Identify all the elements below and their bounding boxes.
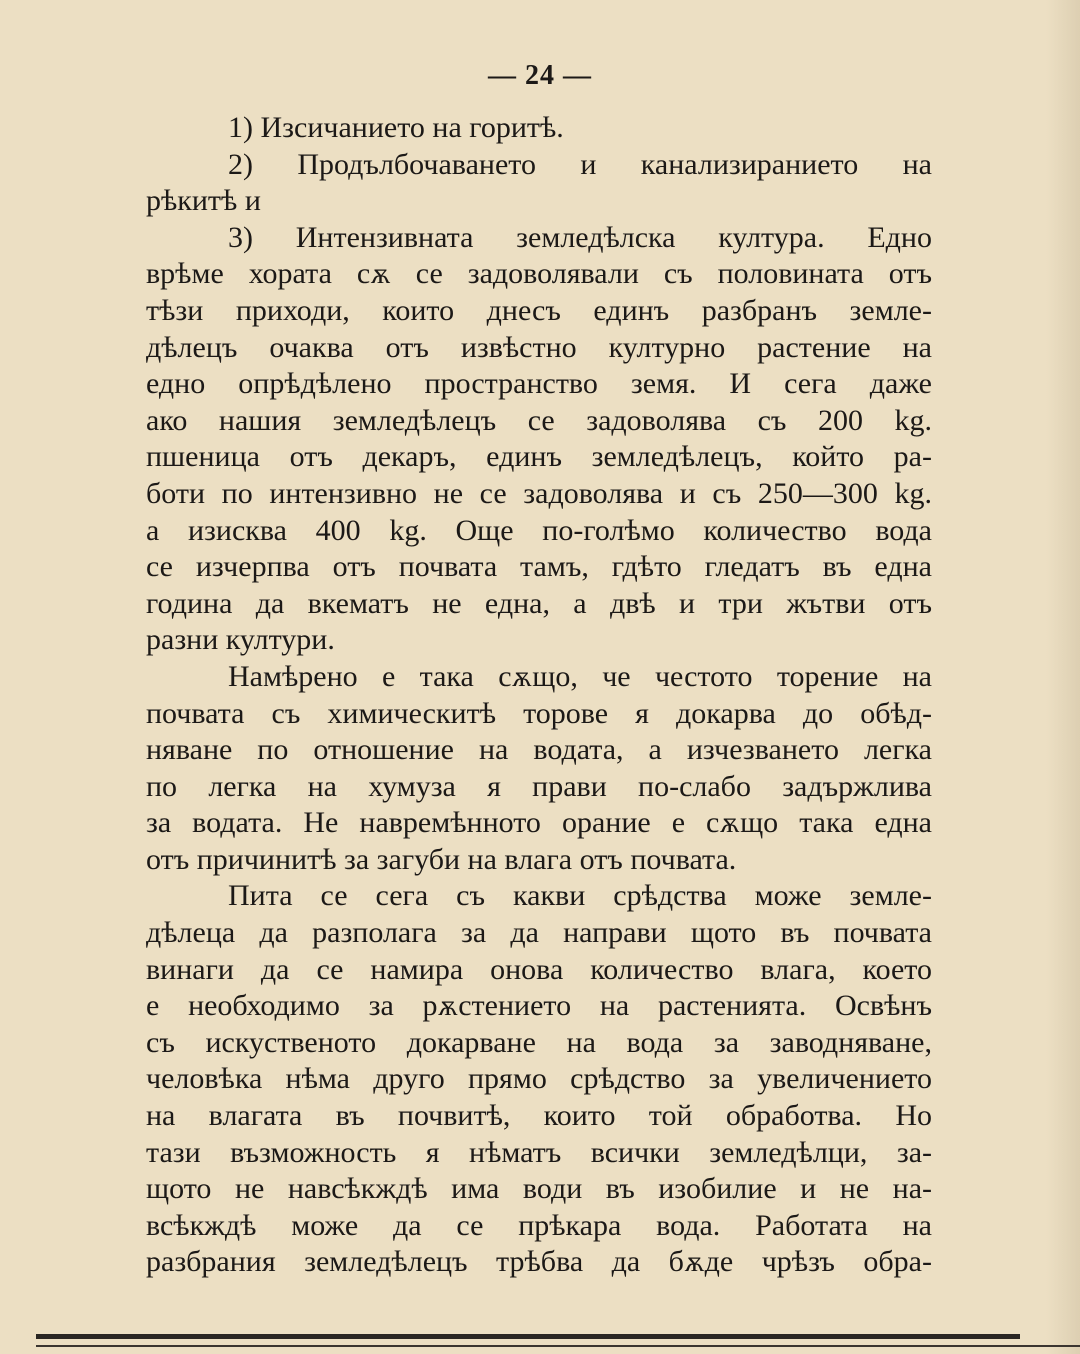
text-line: Намѣрено е така сѫщо, че честото торение на <box>228 659 932 693</box>
text-line: разни култури. <box>146 623 335 657</box>
text-line: Пита се сега съ какви срѣдства може земле- <box>228 879 932 913</box>
text-line: 3) Интензивната земледѣлска култура. Едно <box>228 220 932 254</box>
text-line: 2) Продълбочаването и канализиранието на <box>228 147 932 181</box>
text-line: всѣкждѣ може да се прѣкара вода. Работата на <box>146 1208 932 1242</box>
text-line: 1) Изсичанието на горитѣ. <box>228 111 564 144</box>
text-line: няване по отношение на водата, а изчезването легка <box>146 733 932 767</box>
text-line: отъ причинитѣ за загуби на влага отъ почвата. <box>146 842 737 876</box>
page-edge <box>1046 0 1080 1354</box>
text-line: дѣлецъ очаква отъ извѣстно културно растение на <box>146 330 932 364</box>
page-number: — 24 — <box>488 60 592 91</box>
text-line: дѣлеца да разполага за да направи щото въ почвата <box>146 916 932 950</box>
body-text <box>146 110 932 1281</box>
text-line: врѣме хората сѫ се задоволявали съ половината отъ <box>146 257 932 291</box>
bottom-rule <box>36 1334 1020 1339</box>
text-line: винаги да се намира онова количество влага, което <box>146 952 932 986</box>
text-line: рѣкитѣ и <box>146 184 261 218</box>
text-line: ако нашия земледѣлецъ се задоволява съ 200 kg. <box>146 403 932 437</box>
text-line: пшеница отъ декаръ, единъ земледѣлецъ, който ра- <box>146 440 932 474</box>
bottom-rule-secondary <box>36 1345 1080 1347</box>
text-line: се изчерпва отъ почвата тамъ, гдѣто гледатъ въ една <box>146 550 932 584</box>
text-line: по легка на хумуза я прави по-слабо задържлива <box>146 769 932 803</box>
text-line: съ искуственото докарване на вода за заводняване, <box>146 1025 932 1059</box>
text-line: щото не навсѣкждѣ има води въ изобилие и не на- <box>146 1172 932 1206</box>
text-line: боти по интензивно не се задоволява и съ 250—300 kg. <box>146 476 932 510</box>
text-line: а изисква 400 kg. Още по-голѣмо количество вода <box>146 513 932 547</box>
text-line: на влагата въ почвитѣ, които той обработва. Но <box>146 1099 932 1133</box>
text-line: тѣзи приходи, които днесъ единъ разбранъ земле- <box>146 293 932 327</box>
text-line: едно опрѣдѣлено пространство земя. И сега даже <box>146 367 932 401</box>
text-line: тази възможность я нѣматъ всички земледѣлци, за- <box>146 1135 932 1169</box>
text-line: разбрания земледѣлецъ трѣбва да бѫде чрѣзъ обра- <box>146 1245 932 1279</box>
text-line: е необходимо за рѫстението на растенията. Освѣнъ <box>146 989 932 1023</box>
text-line: година да вкематъ не една, а двѣ и три жътви отъ <box>146 586 932 620</box>
text-line: за водата. Не навремѣнното орание е сѫщо така една <box>146 806 932 840</box>
text-line: почвата съ химическитѣ торове я докарва до обѣд- <box>146 696 932 730</box>
text-line: человѣка нѣма друго прямо срѣдство за увеличението <box>146 1062 932 1096</box>
